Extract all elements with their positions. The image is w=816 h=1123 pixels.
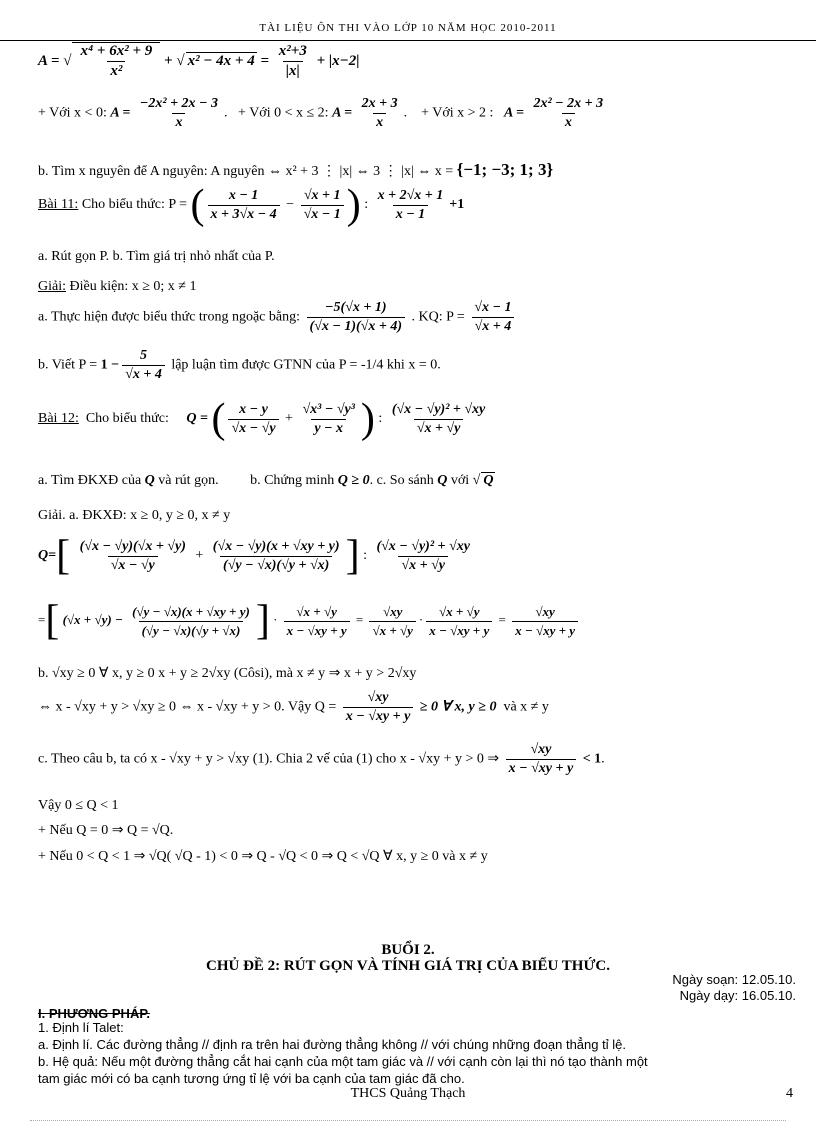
bai12-expansion-1: Q=[ $\frac{(√x - √y)(√x + √y)}{√x - √y}$ + $\frac{(√x - √y)(x + √xy + y)}{(√y - √x)(√y + √x)}$ ] : $\frac{\text{(√x − √y)² + √xy}}{√x + √y}$ — [38, 533, 470, 579]
section-heading: I. PHƯƠNG PHÁP. — [38, 1006, 150, 1021]
bai12-part-c-3: + Nếu Q = 0 ⇒ Q = √Q. — [38, 823, 174, 838]
bai12-part-b-1: b. √xy ≥ 0 ∀ x, y ≥ 0 x + y ≥ 2√xy (Côsi), mà x ≠ y ⇒ x + y > 2√xy — [38, 666, 417, 681]
page-number: 4 — [786, 1086, 793, 1101]
header-rule — [0, 40, 816, 41]
date-taught: Ngày dạy: 16.05.10. — [679, 988, 796, 1003]
bai12-part-c-1: c. Theo câu b, ta có x - √xy + y > √xy (1). Chia 2 vế của (1) cho x - √xy + y > 0 ⇒ $\frac{√xy}{x - √xy + y}$ < 1. — [38, 742, 605, 776]
item-he-qua-2: tam giác mới có ba cạnh tương ứng tỉ lệ với ba cạnh của tam giác đã cho. — [38, 1071, 465, 1086]
page-header: TÀI LIỆU ÔN THI VÀO LỚP 10 NĂM HỌC 2010-2011 — [259, 22, 557, 34]
bai11-statement: Bài 11: Cho biểu thức: P = ( $\frac{x - 1}{x + 3√x - 4}$ − $\frac{√x + 1}{√x - 1}$ ) : $\frac{x + 2√x + 1}{x - 1}$ +1 — [38, 182, 465, 228]
item-talet: 1. Định lí Talet: — [38, 1020, 124, 1035]
bai12-statement: Bài 12: Cho biểu thức: Q = ( $\frac{x - y}{√x - √y}$ + $\frac{\text{√x³ − √y³}}{y - x}$ ) : $\frac{\text{(√x − √y)² + √xy}}{√x + √y}$ — [38, 396, 486, 442]
bai12-part-b-2: ⇔ x - √xy + y > √xy ≥ 0 ⇔ x - √xy + y > 0. Vậy Q = $\frac{√xy}{x - √xy + y}$ ≥ 0 ∀ x, y ≥ 0 và x ≠ y — [38, 690, 549, 724]
topic-title: CHỦ ĐỀ 2: RÚT GỌN VÀ TÍNH GIÁ TRỊ CỦA BIỂU THỨC. — [206, 958, 610, 974]
item-he-qua-1: b. Hệ quả: Nếu một đường thẳng cắt hai cạnh của một tam giác và // với cạnh còn lại thì nó tạo thành một — [38, 1054, 648, 1069]
footer-school: THCS Quảng Thạch — [350, 1086, 466, 1101]
bai12-expansion-2: =[ (√x + √y) − $\frac{(√y - √x)(x + √xy + y)}{(√y - √x)(√y + √x)}$ ] · $\frac{√x + √y}{x - √xy + y}$ = $\frac{√xy}{√x + √y}$ · $\frac{√x + √y}{x - √xy + y}$ = $\frac{√xy}{x - √xy + y}$ — [38, 600, 581, 642]
footer-rule — [30, 1120, 786, 1121]
session-title: BUỔI 2. — [381, 942, 435, 958]
bai11-part-a: a. Thực hiện được biểu thức trong ngoặc bằng: $\frac{-5(√x + 1)}{(√x - 1)(√x + 4)}$ . KQ: P = $\frac{√x - 1}{√x + 4}$ — [38, 300, 517, 335]
bai11-label: Bài 11: — [38, 197, 79, 213]
item-dinh-li: a. Định lí. Các đường thẳng // định ra trên hai đường thẳng không // với chúng những đoạn thẳng tỉ lệ. — [38, 1037, 626, 1052]
date-prepared: Ngày soạn: 12.05.10. — [672, 972, 796, 987]
bai12-part-c-2: Vậy 0 ≤ Q < 1 — [38, 798, 119, 813]
bai11-giai: Giải: Điều kiện: x ≥ 0; x ≠ 1 — [38, 279, 197, 294]
bai11-part-b: b. Viết P = 1 − $\frac{5}{√x + 4}$ lập luận tìm được GTNN của P = -1/4 khi x = 0. — [38, 348, 441, 382]
part-b-line: b. Tìm x nguyên để A nguyên: A nguyên ⇔ x² + 3 ⋮ |x| ⇔ 3 ⋮ |x| ⇔ x = {−1; −3; 1; 3} — [38, 160, 554, 179]
bai12-questions: a. Tìm ĐKXĐ của Q và rút gọn. b. Chứng minh Q ≥ 0. c. So sánh Q với √ Q — [38, 472, 495, 489]
formula-a: A = √ $\frac{\text{x⁴ + 6x² + 9}}{\text{x²}}$ + √ x² − 4x + 4 = $\frac{\text{x²+3}}{|x|}$ + |x−2| — [38, 42, 360, 80]
cases-line: + Với x < 0: A = $\frac{\text{−2x² + 2x − 3}}{x}$ . + Với 0 < x ≤ 2: A = $\frac{2x + 3}{x}$ . + Với x > 2 : A = $\frac{\text{2x² − 2x + 3}}{x}$ — [38, 96, 604, 130]
bai11-question: a. Rút gọn P. b. Tìm giá trị nhỏ nhất của P. — [38, 249, 275, 264]
bai12-giai: Giải. a. ĐKXĐ: x ≥ 0, y ≥ 0, x ≠ y — [38, 508, 231, 523]
bai12-part-c-4: + Nếu 0 < Q < 1 ⇒ √Q( √Q - 1) < 0 ⇒ Q - √Q < 0 ⇒ Q < √Q ∀ x, y ≥ 0 và x ≠ y — [38, 849, 488, 864]
